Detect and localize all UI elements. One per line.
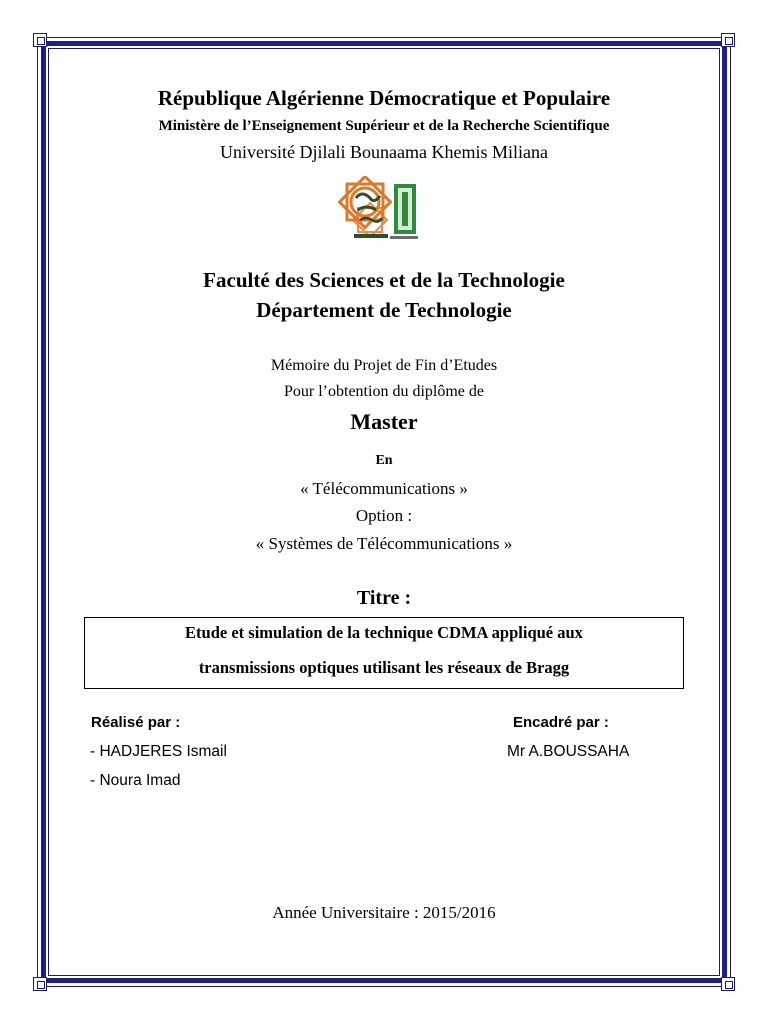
border-corner-top-left: [33, 33, 47, 47]
republic-title: République Algérienne Démocratique et Populaire: [157, 86, 611, 110]
academic-year: Année Universitaire : 2015/2016: [272, 903, 496, 922]
border-corner-bottom-left: [33, 977, 47, 991]
author-name: - HADJERES Ismail: [90, 743, 227, 760]
specialty: « Télécommunications »: [300, 479, 468, 498]
thesis-title-line-1: Etude et simulation de la technique CDMA appliqué aux: [185, 623, 583, 642]
university-emblem-icon: [338, 176, 428, 248]
thesis-title-box: [84, 617, 684, 689]
authors-label: Réalisé par :: [91, 714, 181, 731]
obtention-line: Pour l’obtention du diplôme de: [284, 383, 484, 400]
border-corner-top-right: [721, 33, 735, 47]
university-name: Université Djilali Bounaama Khemis Miliana: [220, 142, 548, 162]
title-label: Titre :: [356, 587, 412, 609]
supervisor-label: Encadré par :: [513, 714, 609, 731]
memoire-line: Mémoire du Projet de Fin d’Etudes: [270, 357, 498, 374]
en-label: En: [375, 453, 393, 468]
supervisor-name: Mr A.BOUSSAHA: [507, 743, 630, 760]
thesis-title-line-2: transmissions optiques utilisant les réseaux de Bragg: [198, 658, 570, 677]
option-label: Option :: [355, 506, 413, 525]
degree-title: Master: [350, 409, 418, 434]
author-name: - Noura Imad: [90, 772, 181, 789]
ministry-title: Ministère de l’Enseignement Supérieur et de la Recherche Scientifique: [158, 118, 610, 134]
border-corner-bottom-right: [721, 977, 735, 991]
option-value: « Systèmes de Télécommunications »: [255, 534, 513, 553]
faculty-name: Faculté des Sciences et de la Technologie: [203, 268, 565, 292]
department-name: Département de Technologie: [256, 298, 512, 322]
